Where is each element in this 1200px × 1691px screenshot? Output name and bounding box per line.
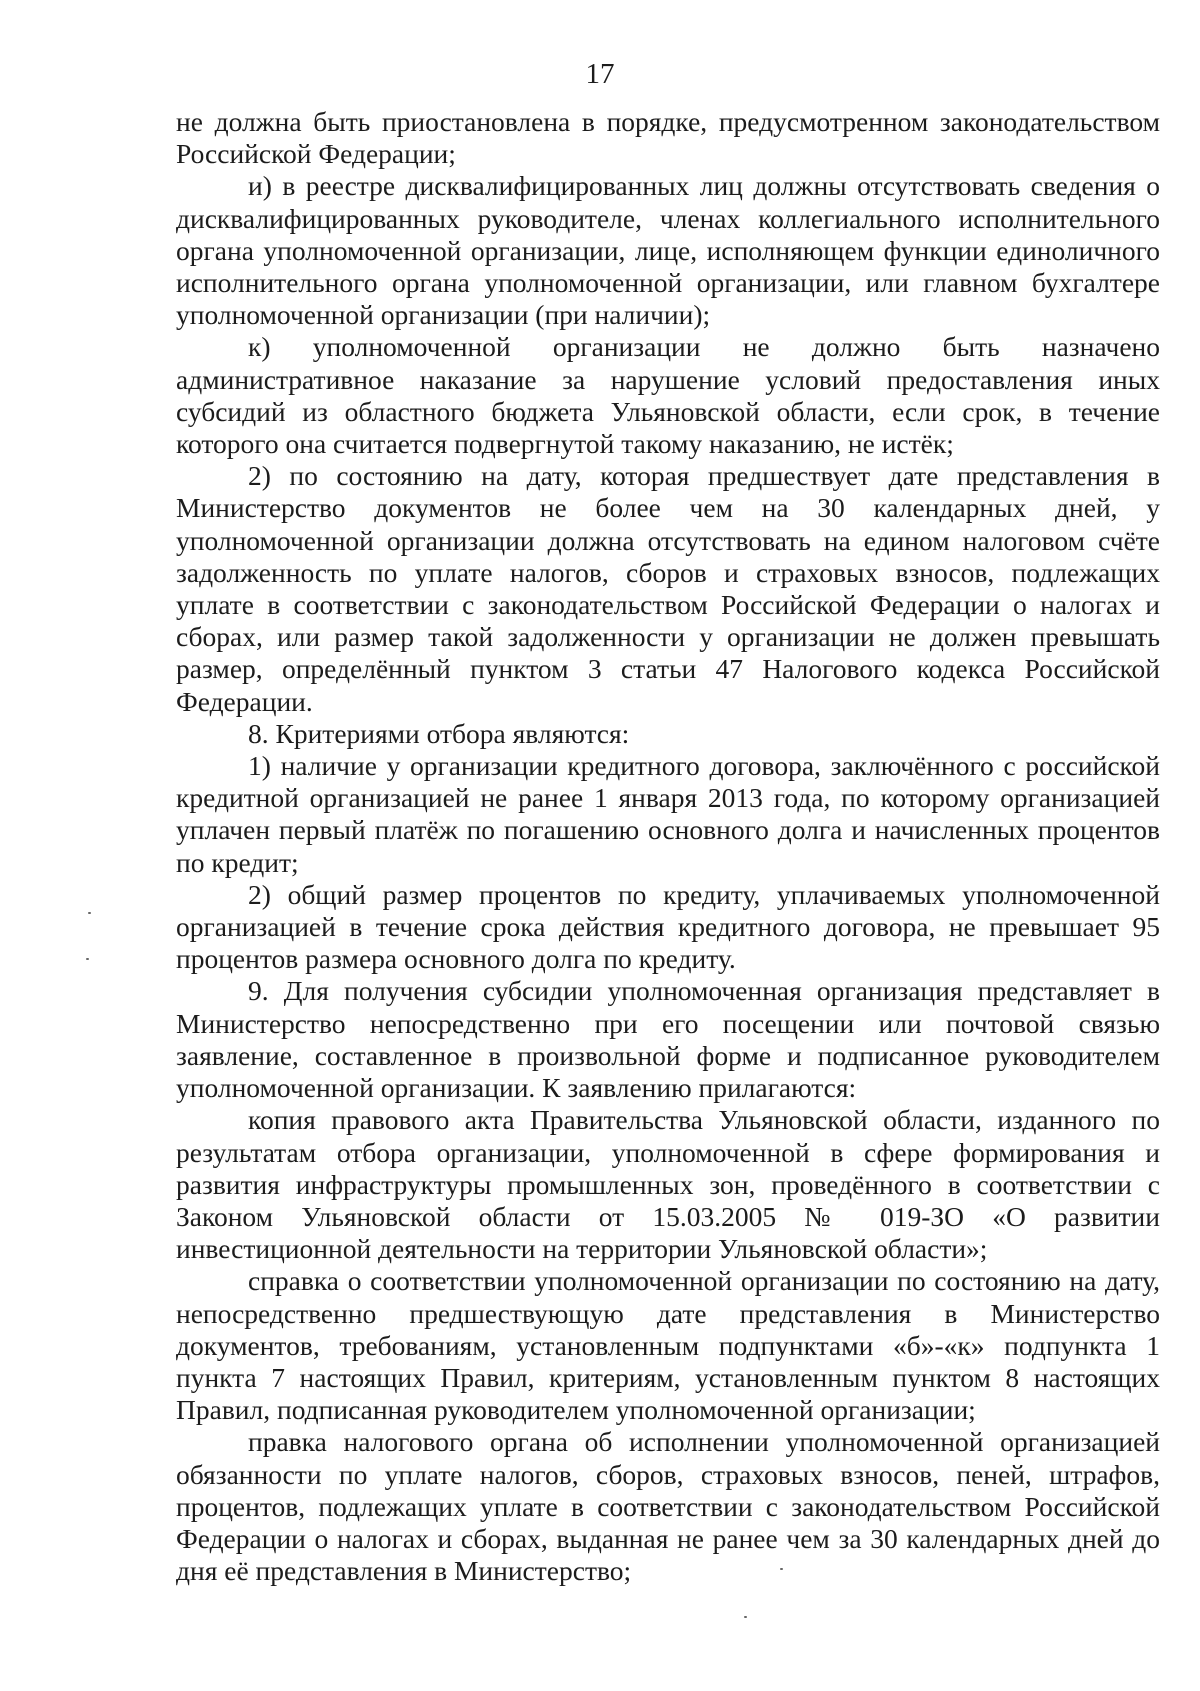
scan-speck: [780, 1568, 783, 1570]
paragraph-criterion-2: 2) общий размер процентов по кредиту, уплачиваемых уполномоченной организацией в течение срока действия кредитного договора, не превышает 95 процентов размера основного долга по кредиту.: [176, 878, 1160, 975]
scan-speck: [86, 958, 89, 960]
paragraph-subitem-i: и) в реестре дисквалифицированных лиц должны отсутствовать сведения о дисквалифицированных руководителе, членах коллегиального исполнительного органа уполномоченной организации, лице, исполняющем функции единоличного исполнительного органа уполномоченной организации, или главном бухгалтере уполномоченной организации (при наличии);: [176, 170, 1160, 331]
paragraph-continuation: не должна быть приостановлена в порядке, предусмотренном законодательством Российской Федерации;: [176, 106, 1160, 170]
scan-speck: [88, 912, 91, 914]
paragraph-section-9: 9. Для получения субсидии уполномоченная организация представляет в Министерство непосредственно при его посещении или почтовой связью заявление, составленное в произвольной форме и подписанное руководителем уполномоченной организации. К заявлению прилагаются:: [176, 975, 1160, 1104]
paragraph-attachment-certificate: справка о соответствии уполномоченной организации по состоянию на дату, непосредственно предшествующую дате представления в Министерство документов, требованиям, установленным подпунктами «б»-«к» подпункта 1 пункта 7 настоящих Правил, критериям, установленным пунктом 8 настоящих Правил, подписанная руководителем уполномоченной организации;: [176, 1265, 1160, 1426]
document-body: [176, 106, 1160, 1587]
paragraph-subitem-k: к) уполномоченной организации не должно быть назначено административное наказание за нарушение условий предоставления иных субсидий из областного бюджета Ульяновской области, если срок, в течение которого она считается подвергнутой такому наказанию, не истёк;: [176, 331, 1160, 460]
paragraph-attachment-tax-certificate: правка налогового органа об исполнении уполномоченной организацией обязанности по уплате налогов, сборов, страховых взносов, пеней, штрафов, процентов, подлежащих уплате в соответствии с законодательством Российской Федерации о налогах и сборах, выданная не ранее чем за 30 календарных дней до дня её представления в Министерство;: [176, 1426, 1160, 1587]
paragraph-section-8: 8. Критериями отбора являются:: [248, 717, 630, 749]
page-number: 17: [585, 58, 615, 90]
paragraph-criterion-1: 1) наличие у организации кредитного договора, заключённого с российской кредитной организацией не ранее 1 января 2013 года, по которому организацией уплачен первый платёж по погашению основного долга и начисленных процентов по кредит;: [176, 750, 1160, 878]
paragraph-attachment-legal-act: копия правового акта Правительства Ульяновской области, изданного по результатам отбора организации, уполномоченной в сфере формирования и развития инфраструктуры промышленных зон, проведённого в соответствии с Законом Ульяновской области от 15.03.2005 № 019-ЗО «О развитии инвестиционной деятельности на территории Ульяновской области»;: [176, 1104, 1160, 1265]
paragraph-item-2: 2) по состоянию на дату, которая предшествует дате представления в Министерство документов не более чем на 30 календарных дней, у уполномоченной организации должна отсутствовать на едином налоговом счёте задолженность по уплате налогов, сборов и страховых взносов, подлежащих уплате в соответствии с законодательством Российской Федерации о налогах и сборах, или размер такой задолженности у организации не должен превышать размер, определённый пунктом 3 статьи 47 Налогового кодекса Российской Федерации.: [176, 460, 1160, 717]
scan-speck: [744, 1616, 747, 1618]
